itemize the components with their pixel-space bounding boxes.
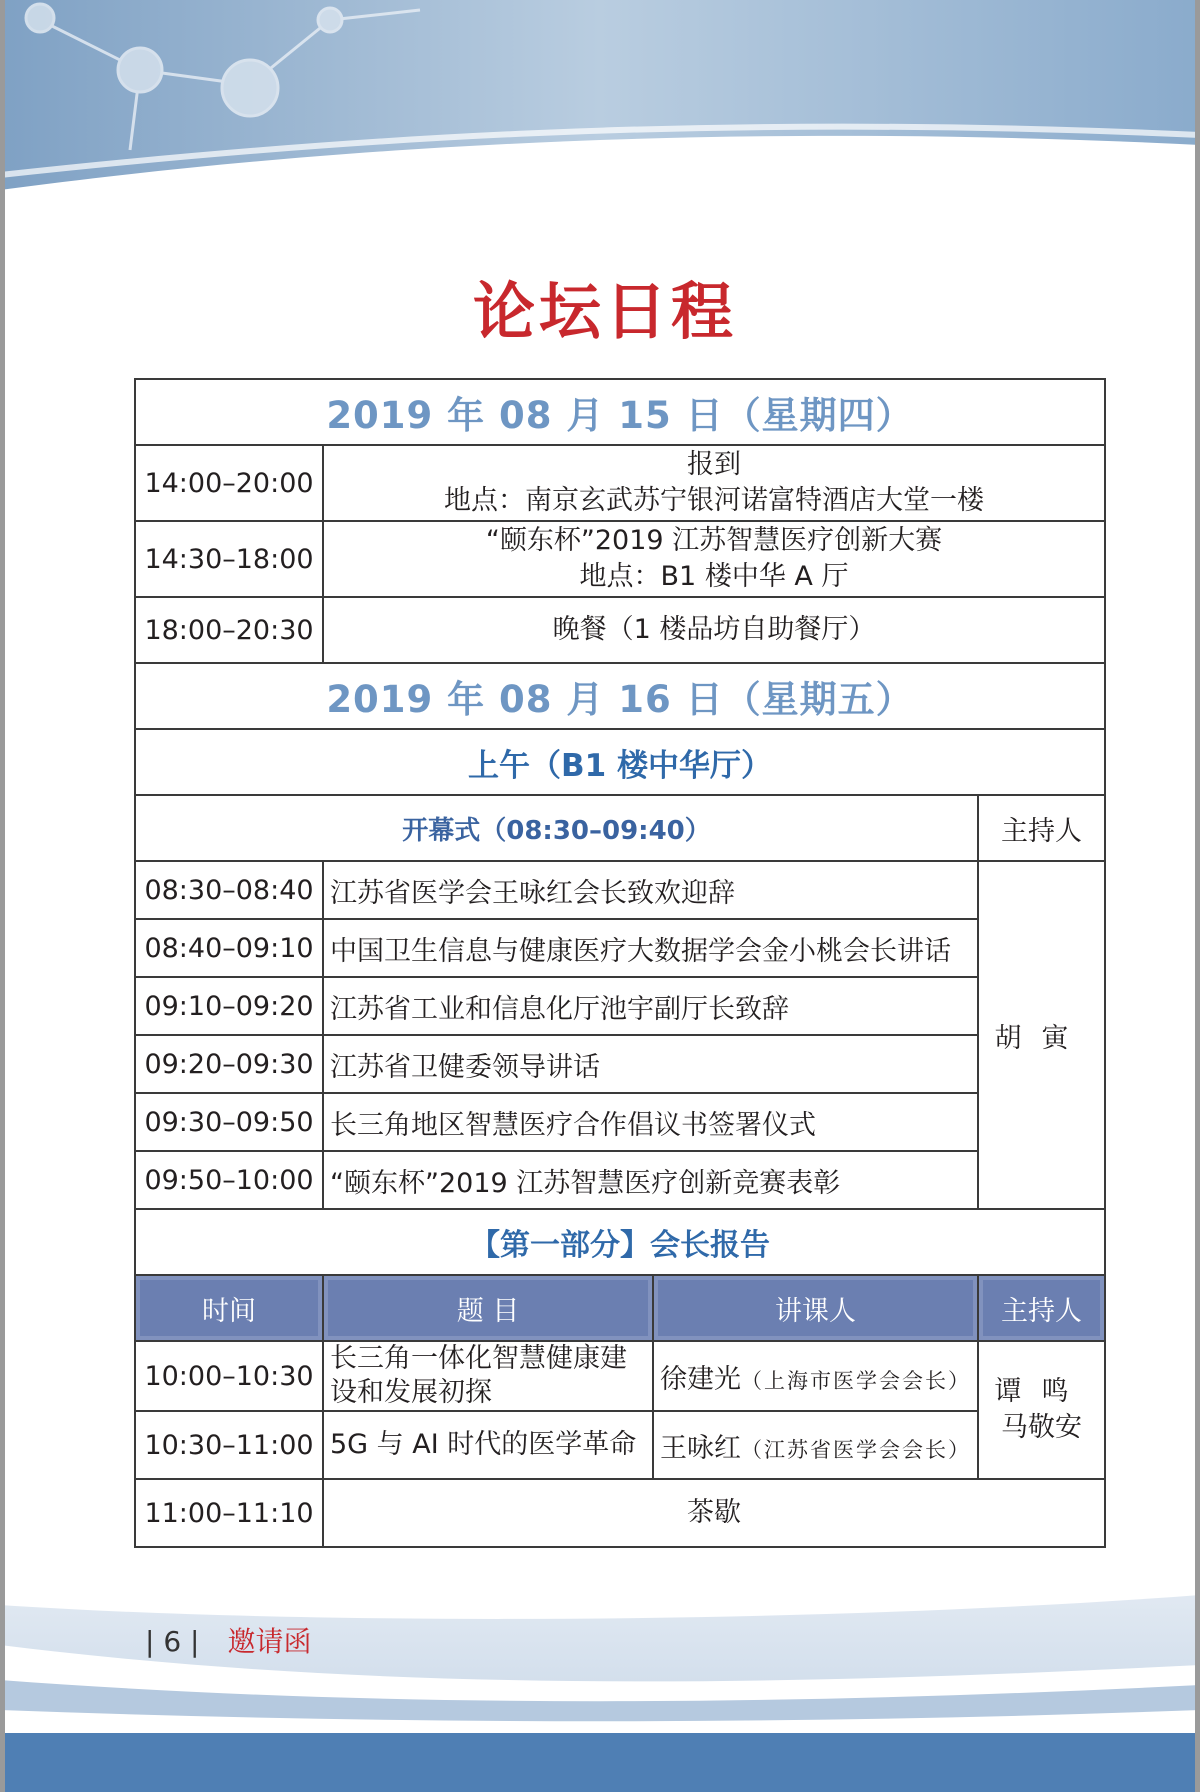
table-row [135,919,1105,977]
table-row [135,597,1105,663]
time-cell: 08:30–08:40 [135,861,323,919]
header-banner-image [0,0,1200,200]
table-row [135,1479,1105,1547]
table-row [135,521,1105,597]
table-row [135,977,1105,1035]
event-title: 报到 [687,449,741,480]
time-cell: 08:40–09:10 [135,919,323,977]
agenda-item: 江苏省卫健委领导讲话 [323,1035,978,1093]
date-row-day2 [135,663,1105,729]
table-row [135,1093,1105,1151]
agenda-item: 江苏省医学会王咏红会长致欢迎辞 [323,861,978,919]
session-row [135,729,1105,795]
event-cell [323,445,1105,521]
time-cell: 18:00–20:30 [135,597,323,663]
time-cell: 09:10–09:20 [135,977,323,1035]
page-footer [145,1620,312,1660]
event-cell [323,521,1105,597]
column-header-topic: 题 目 [323,1275,653,1341]
column-header-host: 主持人 [978,1275,1105,1341]
date-row-day1 [135,379,1105,445]
host-name: 谭鸣 [994,1376,1089,1407]
time-cell: 10:00–10:30 [135,1341,323,1411]
time-cell: 09:50–10:00 [135,1151,323,1209]
table-row [135,1151,1105,1209]
footer-label: 邀请函 [227,1625,312,1658]
date-heading: 2019 年 08 月 16 日（星期五） [135,663,1105,729]
agenda-item: 中国卫生信息与健康医疗大数据学会金小桃会长讲话 [323,919,978,977]
table-row [135,1411,1105,1479]
speaker-affiliation: （江苏省医学会会长） [741,1437,971,1462]
opening-header-row [135,795,1105,861]
column-header-speaker: 讲课人 [653,1275,978,1341]
host-name: 胡寅 [978,861,1105,1209]
time-cell: 14:30–18:00 [135,521,323,597]
time-cell: 10:30–11:00 [135,1411,323,1479]
table-row [135,1035,1105,1093]
agenda-item: 长三角地区智慧医疗合作倡议书签署仪式 [323,1093,978,1151]
part-header-row [135,1209,1105,1275]
speaker-cell [653,1411,978,1479]
speaker-name: 徐建光 [660,1363,741,1395]
part-title: 【第一部分】会长报告 [135,1209,1105,1275]
session-heading: 上午（B1 楼中华厅） [135,729,1105,795]
column-header-row [135,1275,1105,1341]
table-row [135,861,1105,919]
event-cell: 晚餐（1 楼品坊自助餐厅） [323,597,1105,663]
column-header-time: 时间 [135,1275,323,1341]
page-number: | 6 | [145,1625,200,1658]
table-row [135,445,1105,521]
event-location: 地点：B1 楼中华 A 厅 [579,561,849,592]
page-title: 论坛日程 [472,275,737,348]
time-cell: 14:00–20:00 [135,445,323,521]
host-cell [978,1341,1105,1479]
table-row [135,1341,1105,1411]
date-heading: 2019 年 08 月 15 日（星期四） [135,379,1105,445]
agenda-item: 江苏省工业和信息化厅池宇副厅长致辞 [323,977,978,1035]
break-cell: 茶歇 [323,1479,1105,1547]
host-label: 主持人 [978,795,1105,861]
host-name: 马敬安 [1001,1412,1082,1443]
talk-topic: 5G 与 AI 时代的医学革命 [323,1411,653,1479]
speaker-affiliation: （上海市医学会会长） [741,1368,971,1393]
time-cell: 11:00–11:10 [135,1479,323,1547]
footer-banner-image [0,1585,1200,1792]
opening-title: 开幕式（08:30–09:40） [135,795,978,861]
time-cell: 09:20–09:30 [135,1035,323,1093]
schedule-table [134,378,1106,1548]
agenda-item: “颐东杯”2019 江苏智慧医疗创新竞赛表彰 [323,1151,978,1209]
speaker-cell [653,1341,978,1411]
talk-topic: 长三角一体化智慧健康建设和发展初探 [323,1341,653,1411]
time-cell: 09:30–09:50 [135,1093,323,1151]
speaker-name: 王咏红 [660,1432,741,1464]
event-location: 地点：南京玄武苏宁银河诺富特酒店大堂一楼 [444,485,984,516]
event-title: “颐东杯”2019 江苏智慧医疗创新大赛 [485,525,943,556]
